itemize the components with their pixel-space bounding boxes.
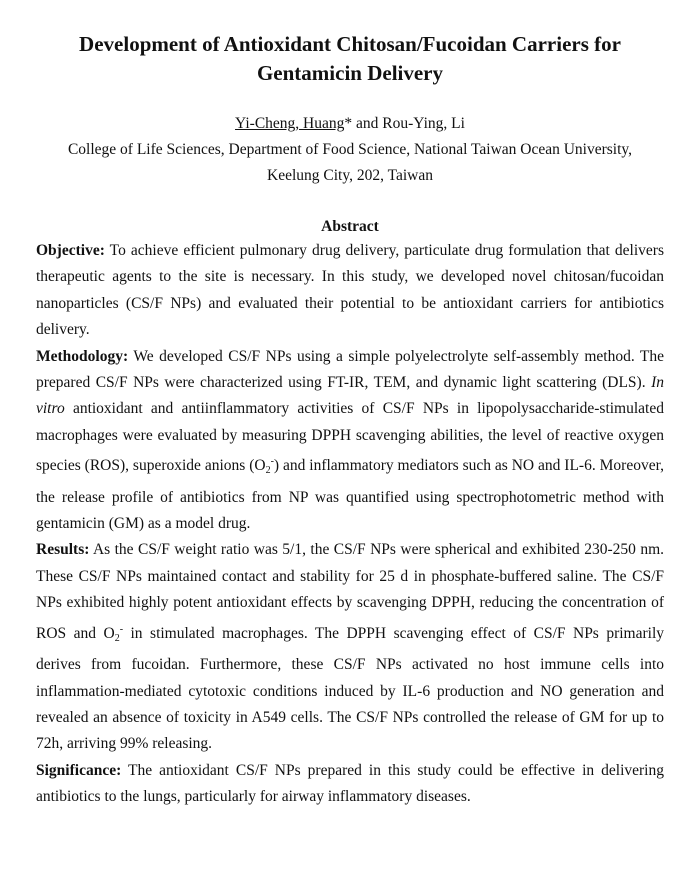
methodology-subscript: 2 bbox=[265, 465, 271, 477]
author-secondary: Rou-Ying, Li bbox=[382, 115, 465, 132]
significance-label: Significance: bbox=[36, 761, 122, 779]
paper-title: Development of Antioxidant Chitosan/Fucoidan Carriers for Gentamicin Delivery bbox=[79, 32, 621, 85]
methodology-paragraph bbox=[36, 344, 664, 538]
methodology-label: Methodology: bbox=[36, 347, 129, 365]
results-paragraph bbox=[36, 537, 664, 757]
methodology-superscript: - bbox=[270, 456, 274, 468]
author-primary: Yi-Cheng, Huang bbox=[235, 115, 345, 132]
abstract-body bbox=[36, 238, 664, 811]
objective-text: To achieve efficient pulmonary drug delivery, particulate drug formulation that delivers therapeutic agents to the site is necessary. In this study, we developed novel chitosan/fucoidan nanoparticles (CS/F NPs) and evaluated their potential to be antioxidant carriers for antibiotics delivery. bbox=[36, 242, 664, 339]
methodology-text-2: antioxidant and antiinflammatory activities of CS/F NPs in lipopolysaccharide-stimulated macrophages were evaluated by measuring DPPH scavenging abilities, the level of reactive oxygen species (ROS), superoxide anions (O bbox=[36, 400, 664, 475]
results-superscript: - bbox=[119, 623, 124, 635]
significance-text: The antioxidant CS/F NPs prepared in this study could be effective in delivering antibiotics to the lungs, particularly for airway inflammatory diseases. bbox=[36, 761, 664, 806]
affiliation: College of Life Sciences, Department of Food Science, National Taiwan Ocean University, Keelung City, 202, Taiwan bbox=[67, 141, 633, 184]
author-line bbox=[36, 111, 664, 137]
author-connector: and bbox=[352, 115, 383, 132]
corresponding-mark: * bbox=[344, 115, 353, 132]
results-text-1: As the CS/F weight ratio was 5/1, the CS/F NPs were spherical and exhibited 230-250 nm. These CS/F NPs maintained contact and stability for 25 d in phosphate-buffered saline. The CS/F NPs exhibited highly potent antioxidant effects by scavenging DPPH, reducing the concentration of ROS and O bbox=[36, 541, 664, 642]
methodology-italic: In vitro bbox=[36, 374, 664, 418]
methodology-text-1: We developed CS/F NPs using a simple polyelectrolyte self-assembly method. The prepared CS/F NPs were characterized using FT-IR, TEM, and dynamic light scattering (DLS). bbox=[36, 347, 664, 392]
abstract-heading: Abstract bbox=[321, 218, 379, 235]
results-subscript: 2 bbox=[114, 632, 120, 644]
methodology-text-3: ) and inflammatory mediators such as NO and IL-6. Moreover, the release profile of antibiotics from NP was quantified using spectrophotometric method with gentamicin (GM) as a model drug. bbox=[36, 457, 664, 533]
objective-paragraph bbox=[36, 238, 664, 344]
significance-paragraph bbox=[36, 758, 664, 811]
results-label: Results: bbox=[36, 541, 90, 559]
objective-label: Objective: bbox=[36, 242, 105, 259]
results-text-2: in stimulated macrophages. The DPPH scavenging effect of CS/F NPs primarily derives from fucoidan. Furthermore, these CS/F NPs activated no host immune cells into inflammation-mediated cytotoxic conditions induced by IL-6 production and NO generation and revealed an absence of toxicity in A549 cells. The CS/F NPs controlled the release of GM for up to 72h, arriving 99% releasing. bbox=[36, 624, 664, 753]
